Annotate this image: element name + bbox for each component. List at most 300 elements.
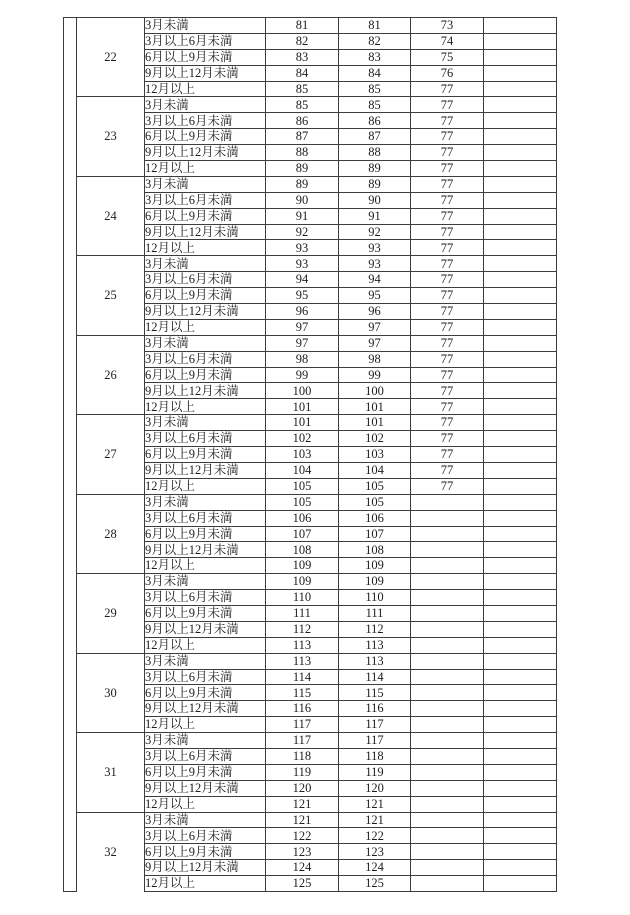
period-label-cell: 3月未満	[145, 256, 266, 272]
period-label-cell: 12月以上	[145, 558, 266, 574]
period-label-cell: 3月未満	[145, 574, 266, 590]
value-cell: 121	[339, 812, 411, 828]
period-label-cell: 3月未満	[145, 176, 266, 192]
age-group-cell: 24	[77, 176, 145, 255]
empty-trailing-cell	[484, 351, 557, 367]
value-cell: 77	[411, 462, 484, 478]
value-cell: 111	[339, 605, 411, 621]
value-cell: 84	[339, 65, 411, 81]
value-cell	[411, 812, 484, 828]
value-cell	[411, 558, 484, 574]
empty-trailing-cell	[484, 272, 557, 288]
value-cell: 85	[339, 97, 411, 113]
value-cell: 108	[339, 542, 411, 558]
period-label-cell: 3月以上6月未満	[145, 431, 266, 447]
value-cell	[411, 876, 484, 892]
empty-trailing-cell	[484, 240, 557, 256]
value-cell: 77	[411, 129, 484, 145]
empty-trailing-cell	[484, 161, 557, 177]
period-label-cell: 12月以上	[145, 81, 266, 97]
empty-trailing-cell	[484, 113, 557, 129]
value-cell: 77	[411, 431, 484, 447]
period-label-cell: 6月以上9月未満	[145, 447, 266, 463]
value-cell: 109	[339, 558, 411, 574]
period-label-cell: 12月以上	[145, 478, 266, 494]
period-label-cell: 9月以上12月未満	[145, 542, 266, 558]
period-label-cell: 12月以上	[145, 240, 266, 256]
value-cell: 97	[266, 335, 339, 351]
age-group-cell: 27	[77, 415, 145, 494]
value-cell: 103	[339, 447, 411, 463]
value-cell: 77	[411, 81, 484, 97]
value-cell: 124	[339, 860, 411, 876]
period-label-cell: 12月以上	[145, 399, 266, 415]
value-cell	[411, 701, 484, 717]
value-cell: 105	[266, 494, 339, 510]
period-label-cell: 3月未満	[145, 18, 266, 34]
value-cell: 113	[266, 637, 339, 653]
value-cell: 117	[266, 733, 339, 749]
value-cell: 98	[266, 351, 339, 367]
empty-trailing-cell	[484, 319, 557, 335]
value-cell: 119	[339, 764, 411, 780]
value-cell: 102	[339, 431, 411, 447]
value-cell: 122	[266, 828, 339, 844]
value-cell: 117	[266, 717, 339, 733]
value-cell: 120	[266, 780, 339, 796]
empty-trailing-cell	[484, 574, 557, 590]
age-group-cell: 29	[77, 574, 145, 653]
value-cell: 77	[411, 208, 484, 224]
value-cell: 121	[339, 796, 411, 812]
value-cell: 121	[266, 796, 339, 812]
value-cell: 120	[339, 780, 411, 796]
empty-trailing-cell	[484, 701, 557, 717]
value-cell: 86	[266, 113, 339, 129]
table-row	[64, 97, 557, 113]
value-cell: 105	[339, 494, 411, 510]
value-cell: 77	[411, 304, 484, 320]
period-label-cell: 9月以上12月未満	[145, 860, 266, 876]
value-cell	[411, 844, 484, 860]
table-row	[64, 653, 557, 669]
value-cell	[411, 590, 484, 606]
period-label-cell: 3月未満	[145, 653, 266, 669]
value-cell: 89	[266, 161, 339, 177]
empty-trailing-cell	[484, 590, 557, 606]
period-label-cell: 3月以上6月未満	[145, 272, 266, 288]
empty-trailing-cell	[484, 65, 557, 81]
value-cell: 92	[266, 224, 339, 240]
period-label-cell: 6月以上9月未満	[145, 526, 266, 542]
value-cell	[411, 494, 484, 510]
value-cell: 77	[411, 335, 484, 351]
empty-trailing-cell	[484, 748, 557, 764]
value-cell: 91	[339, 208, 411, 224]
value-cell: 98	[339, 351, 411, 367]
value-cell: 105	[266, 478, 339, 494]
value-cell: 89	[339, 176, 411, 192]
empty-trailing-cell	[484, 462, 557, 478]
value-cell	[411, 860, 484, 876]
empty-trailing-cell	[484, 304, 557, 320]
value-cell: 73	[411, 18, 484, 34]
period-label-cell: 3月未満	[145, 97, 266, 113]
empty-trailing-cell	[484, 510, 557, 526]
value-cell: 94	[266, 272, 339, 288]
value-cell: 81	[266, 18, 339, 34]
value-cell: 89	[339, 161, 411, 177]
period-label-cell: 12月以上	[145, 717, 266, 733]
value-cell: 96	[266, 304, 339, 320]
empty-trailing-cell	[484, 780, 557, 796]
value-cell: 90	[266, 192, 339, 208]
value-cell: 95	[266, 288, 339, 304]
empty-trailing-cell	[484, 49, 557, 65]
value-cell: 115	[339, 685, 411, 701]
value-cell: 112	[266, 621, 339, 637]
period-label-cell: 3月未満	[145, 415, 266, 431]
value-cell: 84	[266, 65, 339, 81]
empty-trailing-cell	[484, 685, 557, 701]
value-cell	[411, 526, 484, 542]
value-cell: 77	[411, 383, 484, 399]
value-cell	[411, 653, 484, 669]
value-cell: 106	[339, 510, 411, 526]
value-cell: 85	[266, 81, 339, 97]
value-cell: 77	[411, 319, 484, 335]
period-label-cell: 3月未満	[145, 335, 266, 351]
period-label-cell: 9月以上12月未満	[145, 145, 266, 161]
empty-trailing-cell	[484, 335, 557, 351]
value-cell: 85	[266, 97, 339, 113]
value-cell	[411, 733, 484, 749]
value-cell: 77	[411, 113, 484, 129]
empty-trailing-cell	[484, 812, 557, 828]
value-cell	[411, 796, 484, 812]
value-cell: 89	[266, 176, 339, 192]
period-label-cell: 12月以上	[145, 161, 266, 177]
value-cell: 123	[339, 844, 411, 860]
period-label-cell: 3月以上6月未満	[145, 33, 266, 49]
value-cell: 93	[339, 256, 411, 272]
value-cell: 107	[339, 526, 411, 542]
value-cell: 77	[411, 399, 484, 415]
value-cell: 113	[339, 637, 411, 653]
period-label-cell: 6月以上9月未満	[145, 844, 266, 860]
period-label-cell: 6月以上9月未満	[145, 764, 266, 780]
period-label-cell: 12月以上	[145, 637, 266, 653]
empty-trailing-cell	[484, 145, 557, 161]
value-cell	[411, 717, 484, 733]
period-label-cell: 9月以上12月未満	[145, 304, 266, 320]
value-cell	[411, 685, 484, 701]
period-label-cell: 3月以上6月未満	[145, 828, 266, 844]
value-cell: 75	[411, 49, 484, 65]
table-row	[64, 812, 557, 828]
value-cell: 77	[411, 272, 484, 288]
empty-trailing-cell	[484, 844, 557, 860]
period-label-cell: 9月以上12月未満	[145, 462, 266, 478]
age-group-cell: 32	[77, 812, 145, 891]
empty-trailing-cell	[484, 796, 557, 812]
empty-trailing-cell	[484, 81, 557, 97]
value-cell: 101	[266, 415, 339, 431]
value-cell	[411, 780, 484, 796]
value-cell: 87	[266, 129, 339, 145]
period-label-cell: 6月以上9月未満	[145, 367, 266, 383]
value-cell: 97	[339, 319, 411, 335]
table-row	[64, 733, 557, 749]
value-cell: 108	[266, 542, 339, 558]
empty-trailing-cell	[484, 717, 557, 733]
value-cell: 77	[411, 447, 484, 463]
value-cell: 77	[411, 288, 484, 304]
empty-trailing-cell	[484, 621, 557, 637]
empty-trailing-cell	[484, 447, 557, 463]
value-cell: 100	[266, 383, 339, 399]
table-row	[64, 335, 557, 351]
empty-trailing-cell	[484, 876, 557, 892]
value-cell: 93	[266, 256, 339, 272]
value-cell	[411, 621, 484, 637]
value-cell: 110	[266, 590, 339, 606]
empty-trailing-cell	[484, 733, 557, 749]
value-cell: 77	[411, 415, 484, 431]
empty-trailing-cell	[484, 367, 557, 383]
period-label-cell: 6月以上9月未満	[145, 49, 266, 65]
empty-trailing-cell	[484, 494, 557, 510]
value-cell: 117	[339, 733, 411, 749]
period-label-cell: 9月以上12月未満	[145, 224, 266, 240]
value-cell: 104	[339, 462, 411, 478]
document-page	[63, 17, 557, 892]
value-cell: 106	[266, 510, 339, 526]
period-label-cell: 6月以上9月未満	[145, 288, 266, 304]
empty-trailing-cell	[484, 828, 557, 844]
empty-trailing-cell	[484, 176, 557, 192]
value-cell: 88	[339, 145, 411, 161]
period-label-cell: 6月以上9月未満	[145, 605, 266, 621]
value-cell: 113	[339, 653, 411, 669]
value-cell	[411, 574, 484, 590]
value-cell: 101	[266, 399, 339, 415]
empty-trailing-cell	[484, 860, 557, 876]
value-cell: 103	[266, 447, 339, 463]
empty-trailing-cell	[484, 399, 557, 415]
value-cell: 99	[266, 367, 339, 383]
period-label-cell: 3月以上6月未満	[145, 113, 266, 129]
value-cell: 125	[339, 876, 411, 892]
value-cell: 95	[339, 288, 411, 304]
value-cell: 97	[339, 335, 411, 351]
period-label-cell: 3月以上6月未満	[145, 669, 266, 685]
period-label-cell: 3月未満	[145, 812, 266, 828]
value-cell: 114	[266, 669, 339, 685]
empty-trailing-cell	[484, 256, 557, 272]
value-cell: 102	[266, 431, 339, 447]
value-cell: 77	[411, 192, 484, 208]
value-cell	[411, 542, 484, 558]
value-cell: 94	[339, 272, 411, 288]
age-group-cell: 23	[77, 97, 145, 176]
value-cell: 114	[339, 669, 411, 685]
period-label-cell: 12月以上	[145, 319, 266, 335]
rate-table	[63, 17, 557, 892]
value-cell: 87	[339, 129, 411, 145]
value-cell: 113	[266, 653, 339, 669]
value-cell: 81	[339, 18, 411, 34]
value-cell: 83	[339, 49, 411, 65]
empty-trailing-cell	[484, 383, 557, 399]
period-label-cell: 9月以上12月未満	[145, 621, 266, 637]
value-cell: 77	[411, 145, 484, 161]
period-label-cell: 12月以上	[145, 796, 266, 812]
empty-trailing-cell	[484, 192, 557, 208]
table-row	[64, 494, 557, 510]
value-cell: 105	[339, 478, 411, 494]
age-group-cell: 31	[77, 733, 145, 812]
value-cell: 77	[411, 97, 484, 113]
value-cell: 119	[266, 764, 339, 780]
period-label-cell: 6月以上9月未満	[145, 208, 266, 224]
empty-trailing-cell	[484, 129, 557, 145]
value-cell: 109	[266, 574, 339, 590]
empty-trailing-cell	[484, 18, 557, 34]
value-cell: 92	[339, 224, 411, 240]
value-cell: 77	[411, 176, 484, 192]
period-label-cell: 3月以上6月未満	[145, 510, 266, 526]
table-row	[64, 18, 557, 34]
table-row	[64, 415, 557, 431]
value-cell: 99	[339, 367, 411, 383]
empty-trailing-cell	[484, 542, 557, 558]
value-cell: 77	[411, 161, 484, 177]
value-cell: 85	[339, 81, 411, 97]
value-cell: 77	[411, 478, 484, 494]
value-cell: 77	[411, 351, 484, 367]
period-label-cell: 6月以上9月未満	[145, 685, 266, 701]
empty-trailing-cell	[484, 97, 557, 113]
value-cell: 125	[266, 876, 339, 892]
value-cell: 77	[411, 240, 484, 256]
empty-trailing-cell	[484, 669, 557, 685]
period-label-cell: 9月以上12月未満	[145, 383, 266, 399]
value-cell: 77	[411, 224, 484, 240]
age-group-cell: 25	[77, 256, 145, 335]
period-label-cell: 3月以上6月未満	[145, 748, 266, 764]
value-cell: 104	[266, 462, 339, 478]
empty-trailing-cell	[484, 526, 557, 542]
value-cell: 83	[266, 49, 339, 65]
value-cell: 101	[339, 415, 411, 431]
value-cell: 77	[411, 367, 484, 383]
value-cell: 112	[339, 621, 411, 637]
value-cell	[411, 748, 484, 764]
period-label-cell: 3月未満	[145, 494, 266, 510]
value-cell: 88	[266, 145, 339, 161]
period-label-cell: 9月以上12月未満	[145, 701, 266, 717]
empty-trailing-cell	[484, 653, 557, 669]
period-label-cell: 3月以上6月未満	[145, 192, 266, 208]
age-group-cell: 30	[77, 653, 145, 732]
value-cell: 110	[339, 590, 411, 606]
age-group-cell: 22	[77, 18, 145, 97]
value-cell: 116	[266, 701, 339, 717]
value-cell: 82	[266, 33, 339, 49]
value-cell	[411, 510, 484, 526]
value-cell	[411, 669, 484, 685]
value-cell: 115	[266, 685, 339, 701]
empty-trailing-cell	[484, 224, 557, 240]
value-cell: 74	[411, 33, 484, 49]
empty-trailing-cell	[484, 478, 557, 494]
value-cell: 116	[339, 701, 411, 717]
value-cell: 117	[339, 717, 411, 733]
empty-trailing-cell	[484, 605, 557, 621]
value-cell: 91	[266, 208, 339, 224]
value-cell: 121	[266, 812, 339, 828]
value-cell: 109	[266, 558, 339, 574]
empty-trailing-cell	[484, 637, 557, 653]
empty-trailing-cell	[484, 288, 557, 304]
value-cell: 82	[339, 33, 411, 49]
value-cell: 101	[339, 399, 411, 415]
value-cell: 86	[339, 113, 411, 129]
empty-trailing-cell	[484, 415, 557, 431]
value-cell: 118	[339, 748, 411, 764]
value-cell: 100	[339, 383, 411, 399]
table-body	[64, 18, 557, 892]
left-spacer-cell	[64, 18, 77, 892]
table-row	[64, 176, 557, 192]
empty-trailing-cell	[484, 33, 557, 49]
value-cell: 76	[411, 65, 484, 81]
value-cell	[411, 764, 484, 780]
value-cell: 123	[266, 844, 339, 860]
value-cell: 111	[266, 605, 339, 621]
age-group-cell: 26	[77, 335, 145, 414]
table-row	[64, 256, 557, 272]
value-cell: 118	[266, 748, 339, 764]
value-cell: 93	[339, 240, 411, 256]
empty-trailing-cell	[484, 208, 557, 224]
table-row	[64, 574, 557, 590]
empty-trailing-cell	[484, 431, 557, 447]
value-cell	[411, 605, 484, 621]
value-cell: 122	[339, 828, 411, 844]
value-cell: 93	[266, 240, 339, 256]
value-cell: 124	[266, 860, 339, 876]
value-cell: 77	[411, 256, 484, 272]
value-cell: 109	[339, 574, 411, 590]
period-label-cell: 3月未満	[145, 733, 266, 749]
value-cell	[411, 828, 484, 844]
age-group-cell: 28	[77, 494, 145, 573]
empty-trailing-cell	[484, 764, 557, 780]
value-cell: 107	[266, 526, 339, 542]
period-label-cell: 3月以上6月未満	[145, 590, 266, 606]
period-label-cell: 3月以上6月未満	[145, 351, 266, 367]
empty-trailing-cell	[484, 558, 557, 574]
value-cell: 97	[266, 319, 339, 335]
period-label-cell: 9月以上12月未満	[145, 780, 266, 796]
value-cell	[411, 637, 484, 653]
value-cell: 90	[339, 192, 411, 208]
period-label-cell: 9月以上12月未満	[145, 65, 266, 81]
value-cell: 96	[339, 304, 411, 320]
period-label-cell: 6月以上9月未満	[145, 129, 266, 145]
